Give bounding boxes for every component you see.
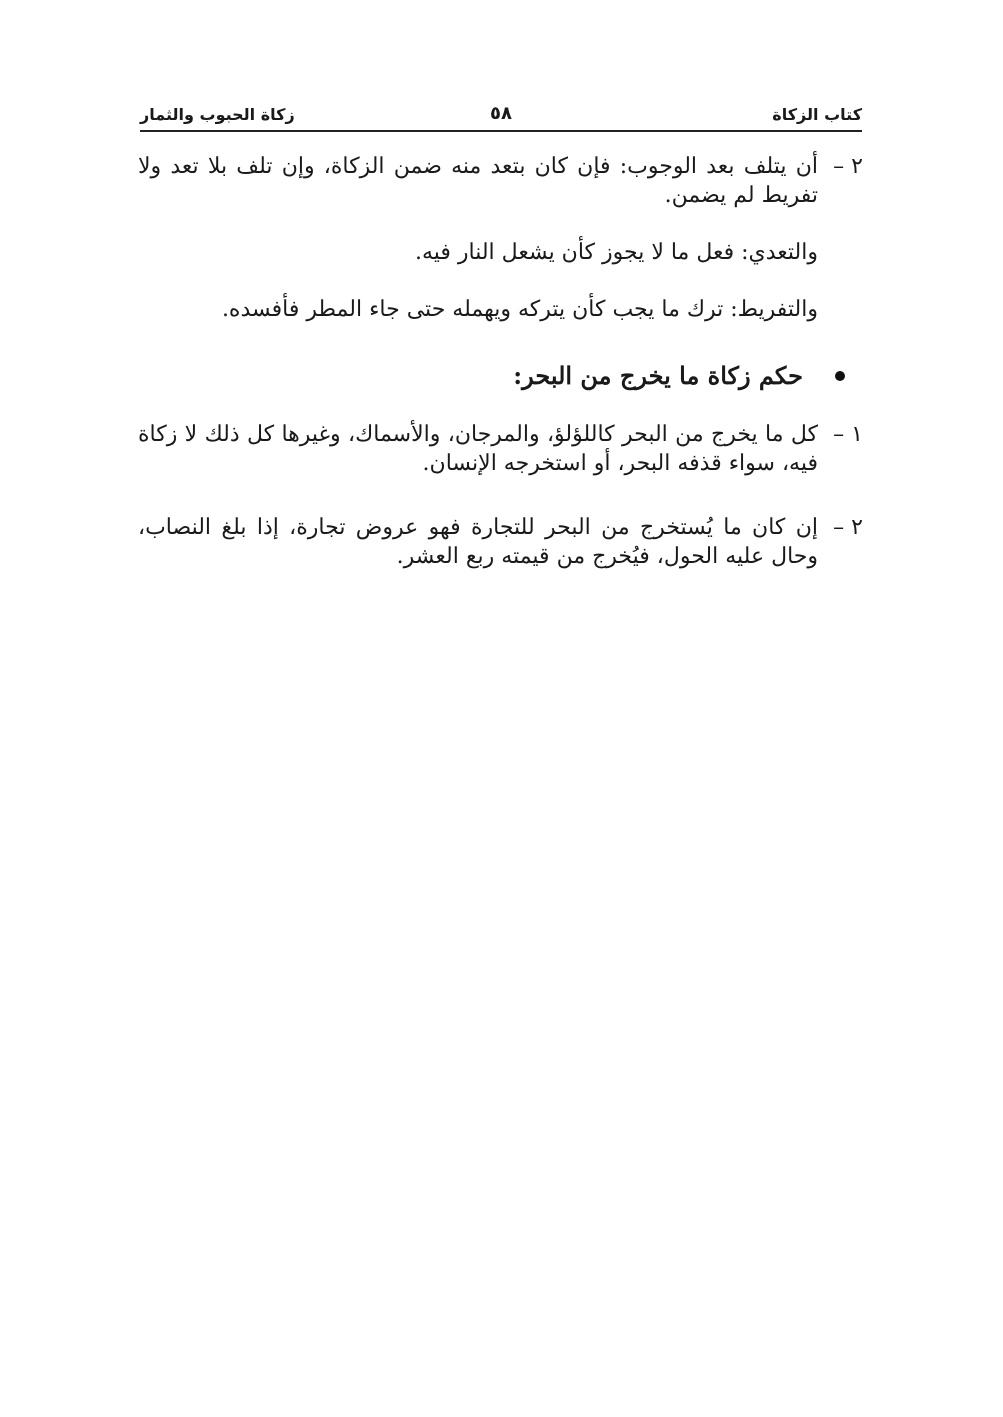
page-body (138, 152, 863, 571)
page-number: ٥٨ (490, 103, 512, 124)
section-heading (138, 360, 863, 392)
chapter-title: زكاة الحبوب والثمار (140, 105, 295, 124)
list-item-text: كل ما يخرج من البحر كاللؤلؤ، والمرجان، والأسماك، وغيرها كل ذلك لا زكاة فيه، سواء قذفه البحر، أو استخرجه الإنسان. (138, 422, 818, 476)
list-item-sea-1 (138, 420, 863, 478)
list-item-sea-2 (138, 513, 863, 571)
definition-taaddi: والتعدي: فعل ما لا يجوز كأن يشعل النار فيه. (414, 240, 818, 265)
running-header (140, 100, 862, 132)
section-heading-text: حكم زكاة ما يخرج من البحر: (513, 361, 803, 390)
list-item-text: إن كان ما يُستخرج من البحر للتجارة فهو عروض تجارة، إذا بلغ النصاب، وحال عليه الحول، فيُخرج من قيمته ربع العشر. (138, 515, 818, 569)
book-title: كتاب الزكاة (772, 105, 862, 124)
list-number: ٢ – (833, 515, 863, 540)
list-number: ٢ – (833, 154, 863, 179)
bullet-icon (835, 371, 845, 381)
list-number: ١ – (833, 422, 863, 447)
list-item-damage-after-obligation (138, 152, 863, 210)
definition-tafrit: والتفريط: ترك ما يجب كأن يتركه ويهمله حتى جاء المطر فأفسده. (221, 297, 818, 322)
list-item-text: أن يتلف بعد الوجوب: فإن كان بتعد منه ضمن الزكاة، وإن تلف بلا تعد ولا تفريط لم يضمن. (138, 154, 818, 208)
